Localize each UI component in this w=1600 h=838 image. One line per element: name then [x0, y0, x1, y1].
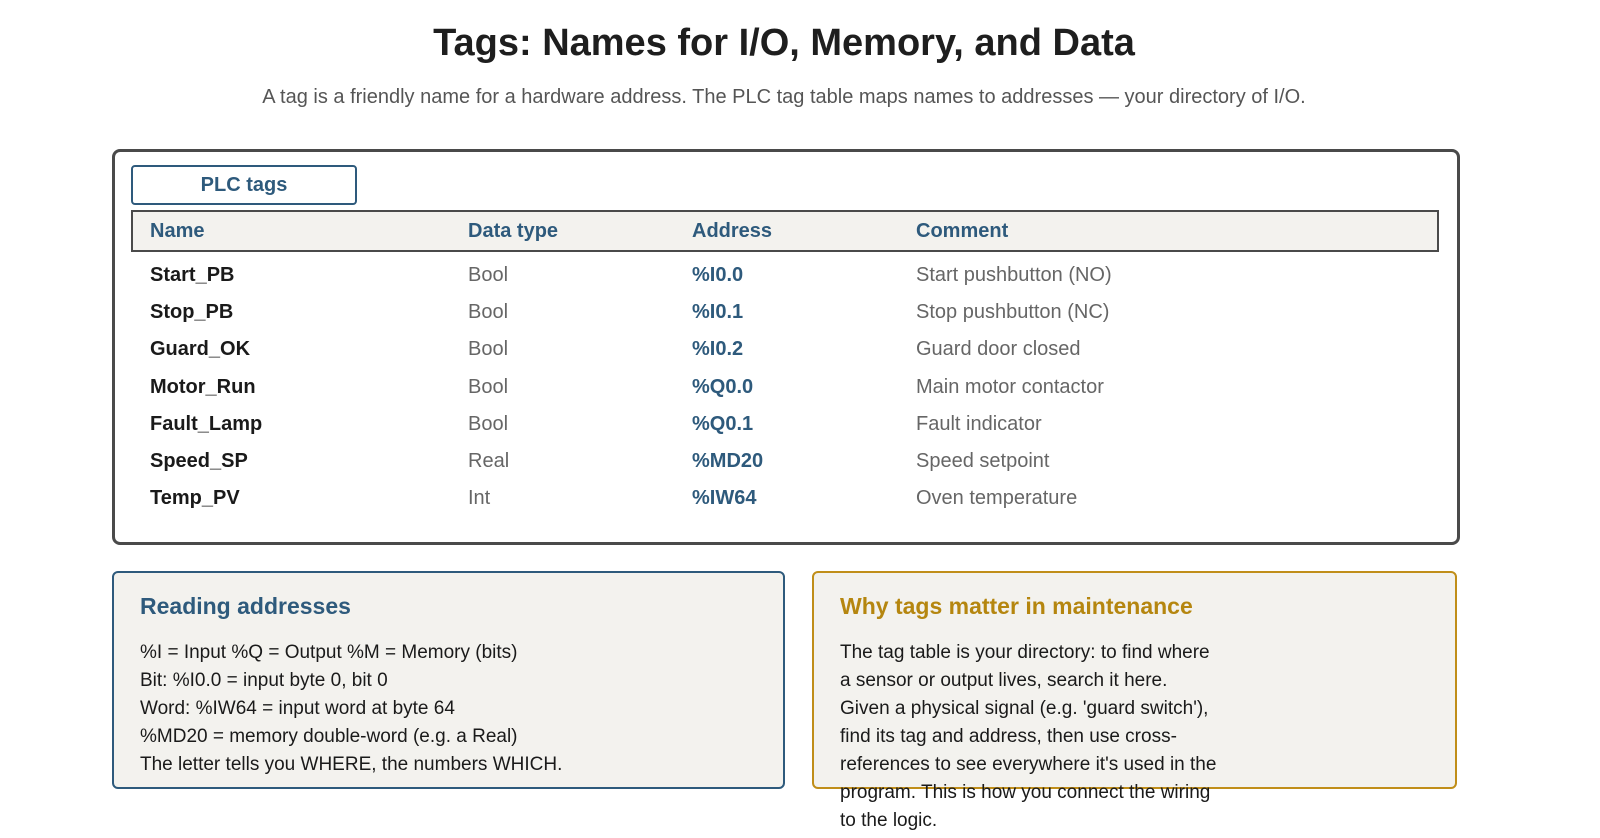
table-row[interactable]	[115, 480, 1457, 517]
tag-data-type: Int	[468, 487, 491, 509]
column-header-name[interactable]: Name	[150, 220, 205, 242]
plc-tag-table	[112, 149, 1460, 545]
tag-address: %IW64	[692, 487, 757, 509]
tab-plc-tags[interactable]: PLC tags	[131, 165, 357, 205]
reading-line: %I = Input %Q = Output %M = Memory (bits)	[140, 642, 518, 663]
tag-data-type: Bool	[468, 338, 509, 360]
reading-line: The letter tells you WHERE, the numbers WHICH.	[140, 754, 563, 775]
tag-name: Stop_PB	[150, 301, 234, 323]
tag-comment: Start pushbutton (NO)	[916, 264, 1112, 286]
tag-name: Temp_PV	[150, 487, 240, 509]
tag-name: Motor_Run	[150, 376, 256, 398]
maintenance-card	[812, 571, 1457, 831]
reading-addresses-card	[112, 571, 785, 789]
tag-data-type: Bool	[468, 301, 509, 323]
column-header-address[interactable]: Address	[692, 220, 773, 242]
tag-name: Fault_Lamp	[150, 413, 263, 435]
table-header	[131, 210, 1439, 252]
page-title: Tags: Names for I/O, Memory, and Data	[433, 22, 1135, 64]
table-row[interactable]	[115, 369, 1457, 406]
tag-data-type: Bool	[468, 376, 509, 398]
tag-address: %I0.1	[692, 301, 744, 323]
table-row[interactable]	[115, 406, 1457, 443]
reading-addresses-lines	[140, 639, 562, 779]
tag-comment: Guard door closed	[916, 338, 1081, 360]
page-subtitle: A tag is a friendly name for a hardware address. The PLC tag table maps names to addresses — your directory of I/O.	[262, 86, 1306, 108]
tag-comment: Stop pushbutton (NC)	[916, 301, 1110, 323]
reading-addresses-title: Reading addresses	[140, 593, 351, 619]
tag-data-type: Bool	[468, 264, 509, 286]
tag-data-type: Bool	[468, 413, 509, 435]
column-header-data-type[interactable]: Data type	[468, 220, 559, 242]
tag-comment: Speed setpoint	[916, 450, 1050, 472]
tag-data-type: Real	[468, 450, 510, 472]
tag-address: %I0.0	[692, 264, 744, 286]
tag-name: Guard_OK	[150, 338, 251, 360]
table-row[interactable]	[115, 257, 1457, 294]
tag-address: %I0.2	[692, 338, 744, 360]
table-row[interactable]	[115, 294, 1457, 331]
table-row[interactable]	[115, 443, 1457, 480]
tag-comment: Oven temperature	[916, 487, 1078, 509]
tag-address: %Q0.0	[692, 376, 754, 398]
table-row[interactable]	[115, 331, 1457, 368]
tag-comment: Fault indicator	[916, 413, 1042, 435]
maintenance-text: The tag table is your directory: to find where a sensor or output lives, search it here. Given a physical signal (e.g. 'guard switch'), find its tag and address, then use cross-references to see everywhere it's used in the program. This is how you connect the wiring to the logic.	[840, 642, 1217, 831]
tag-address: %Q0.1	[692, 413, 754, 435]
column-header-comment[interactable]: Comment	[916, 220, 1009, 242]
tag-name: Speed_SP	[150, 450, 248, 472]
tag-address: %MD20	[692, 450, 764, 472]
reading-line: Bit: %I0.0 = input byte 0, bit 0	[140, 670, 388, 691]
tag-name: Start_PB	[150, 264, 235, 286]
maintenance-title: Why tags matter in maintenance	[840, 593, 1193, 619]
tag-comment: Main motor contactor	[916, 376, 1104, 398]
reading-line: Word: %IW64 = input word at byte 64	[140, 698, 455, 719]
reading-line: %MD20 = memory double-word (e.g. a Real)	[140, 726, 518, 747]
